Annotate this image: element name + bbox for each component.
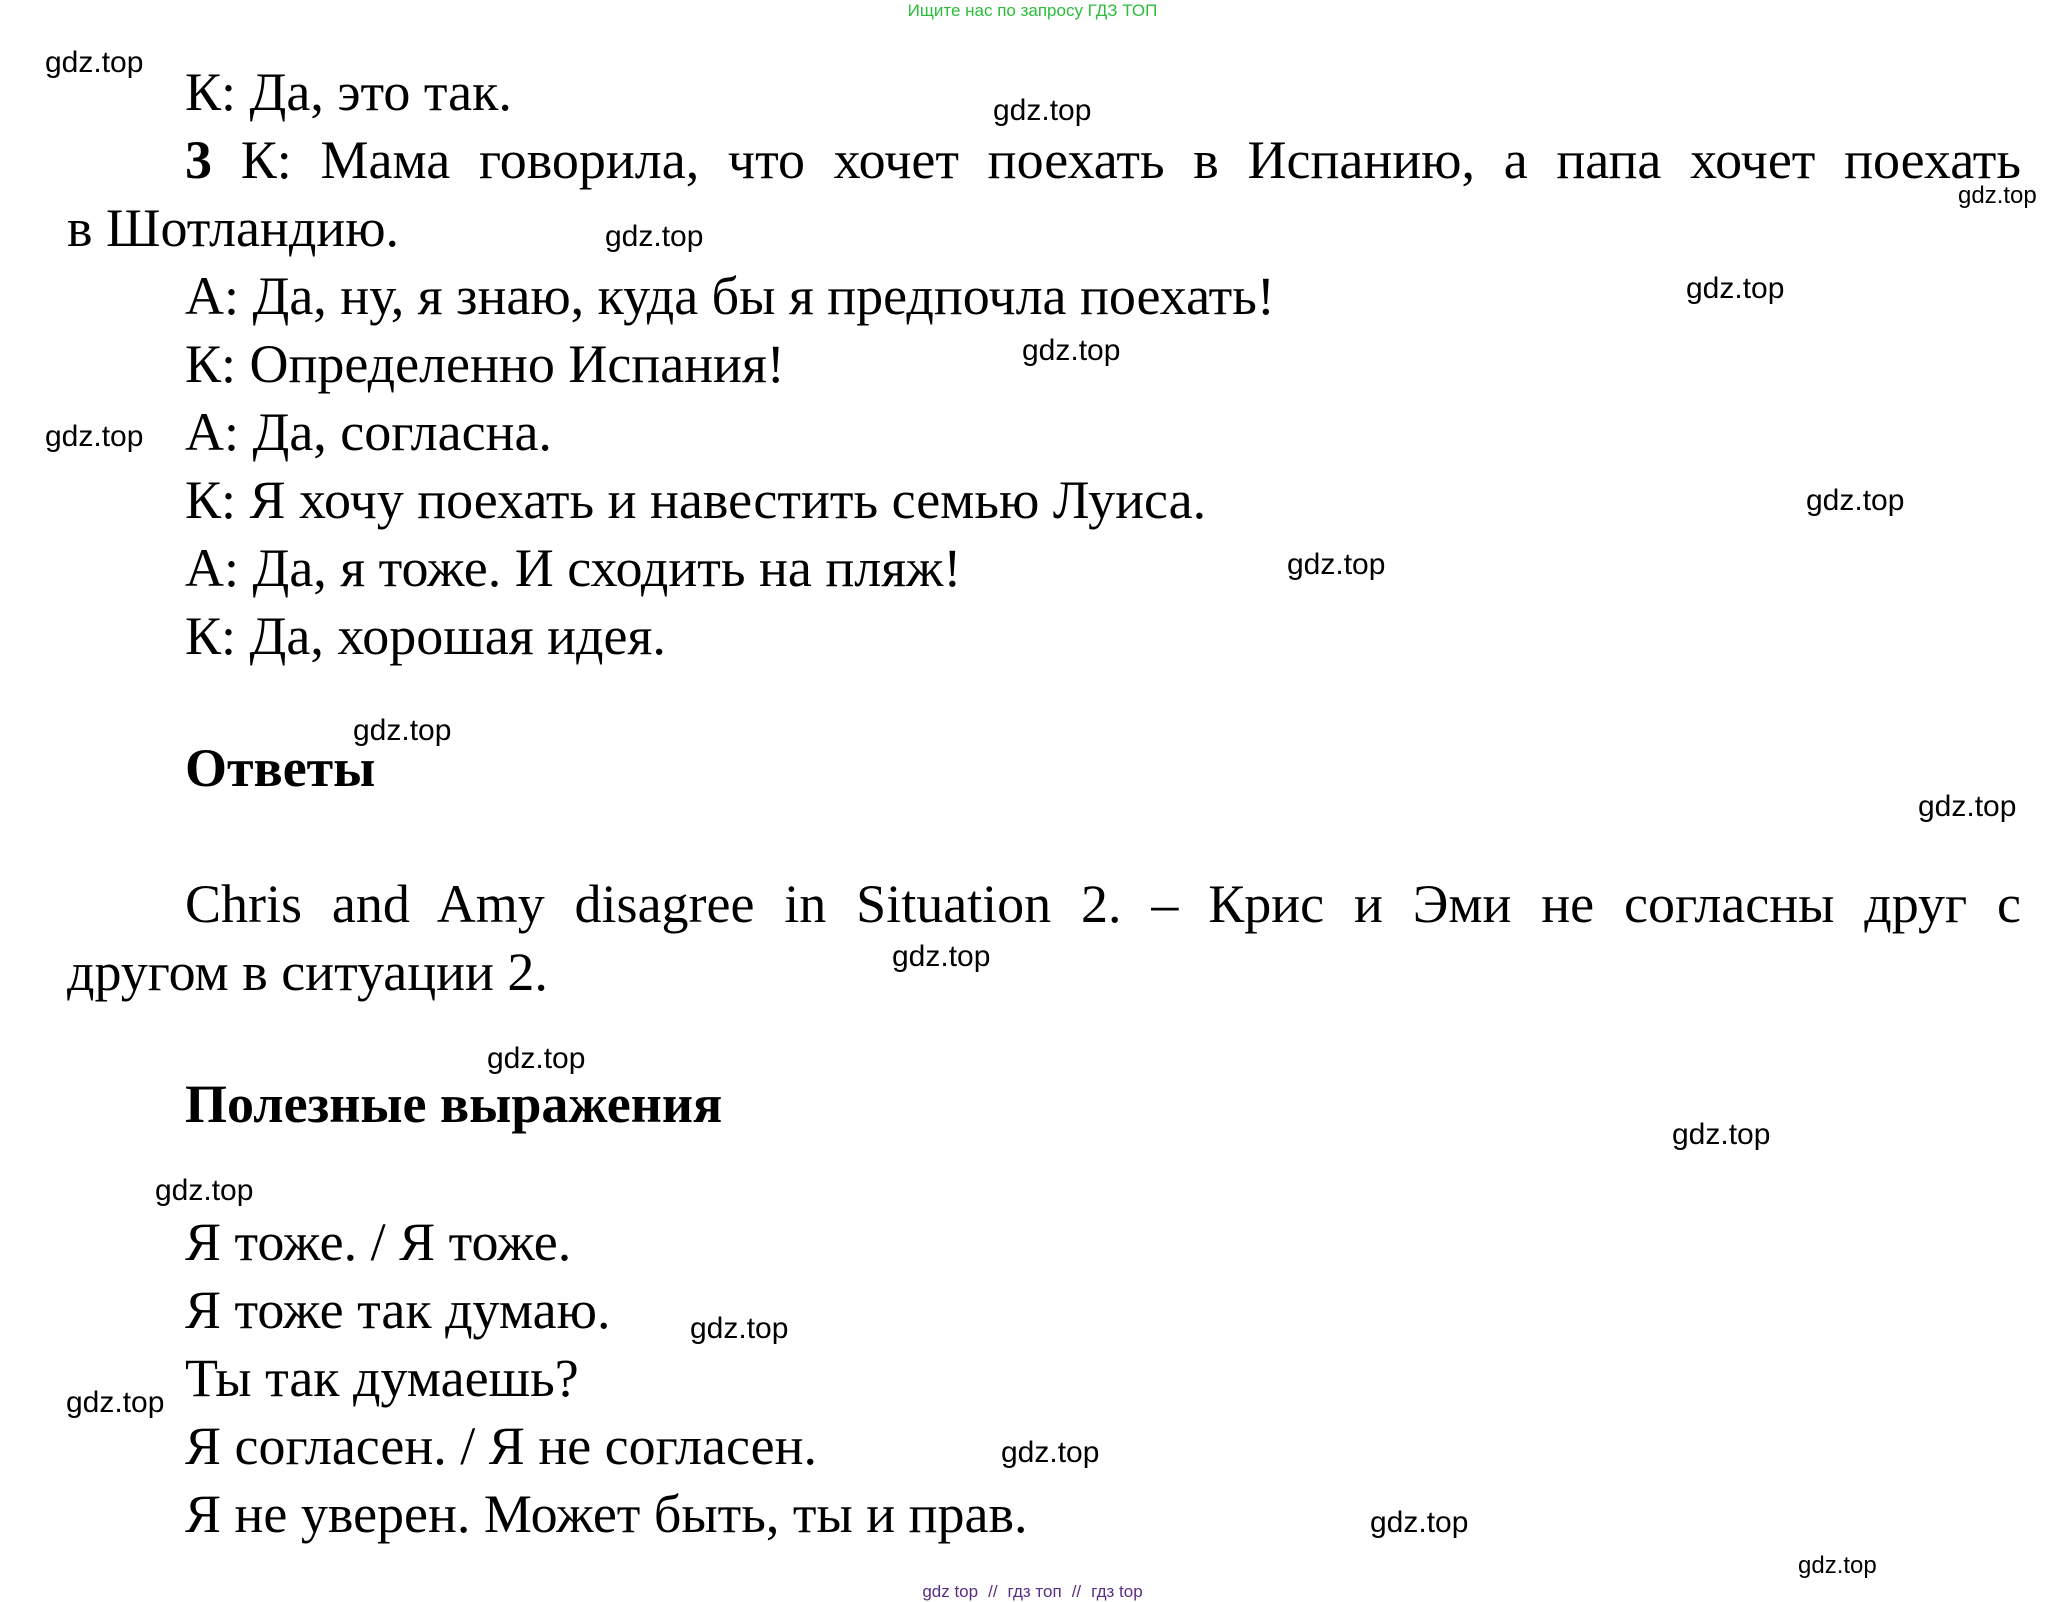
- phrase-item: Я тоже так думаю.: [185, 1280, 611, 1340]
- dialogue-line: К: Я хочу поехать и навестить семью Луиса.: [185, 470, 1207, 530]
- top-banner[interactable]: Ищите нас по запросу ГДЗ ТОП: [907, 1, 1158, 20]
- dialogue-line-situation-3: [185, 130, 2021, 190]
- dialogue-line: А: Да, я тоже. И сходить на пляж!: [185, 538, 962, 598]
- watermark: gdz.top: [45, 46, 144, 79]
- dialogue-line-text: К: Мама говорила, что хочет поехать в Испанию, а папа хочет поехать: [240, 130, 2022, 190]
- watermark: gdz.top: [605, 220, 704, 253]
- answers-text-line: Chris and Amy disagree in Situation 2. – Крис и Эми не согласны друг с: [185, 874, 2021, 934]
- phrase-item: Я не уверен. Может быть, ты и прав.: [185, 1484, 1028, 1544]
- footer-link[interactable]: гдз топ: [1007, 1582, 1062, 1601]
- watermark: gdz.top: [1287, 548, 1386, 581]
- situation-number: 3: [185, 130, 212, 190]
- watermark: gdz.top: [1022, 334, 1121, 367]
- phrase-item: Я согласен. / Я не согласен.: [185, 1416, 817, 1476]
- watermark: gdz.top: [66, 1386, 165, 1419]
- watermark: gdz.top: [1958, 182, 2037, 209]
- dialogue-line: К: Определенно Испания!: [185, 334, 785, 394]
- dialogue-line: А: Да, ну, я знаю, куда бы я предпочла поехать!: [185, 266, 1275, 326]
- watermark: gdz.top: [45, 420, 144, 453]
- watermark: gdz.top: [1686, 272, 1785, 305]
- footer-link[interactable]: gdz top: [922, 1582, 979, 1601]
- watermark: gdz.top: [1001, 1436, 1100, 1469]
- watermark: gdz.top: [1798, 1552, 1877, 1579]
- dialogue-line-continuation: в Шотландию.: [67, 198, 400, 258]
- phrase-item: Ты так думаешь?: [185, 1348, 579, 1408]
- watermark: gdz.top: [1806, 484, 1905, 517]
- footer-link[interactable]: гдз top: [1091, 1582, 1143, 1601]
- watermark: gdz.top: [892, 940, 991, 973]
- answers-text: [185, 874, 2021, 934]
- phrase-item: Я тоже. / Я тоже.: [185, 1212, 572, 1272]
- dialogue-line: К: Да, это так.: [185, 62, 512, 122]
- dialogue-line: К: Да, хорошая идея.: [185, 606, 666, 666]
- footer-separator: //: [988, 1582, 998, 1601]
- watermark: gdz.top: [993, 94, 1092, 127]
- watermark: gdz.top: [1672, 1118, 1771, 1151]
- watermark: gdz.top: [1918, 790, 2017, 823]
- answers-text-continuation: другом в ситуации 2.: [67, 942, 548, 1002]
- watermark: gdz.top: [487, 1042, 586, 1075]
- footer-separator: //: [1071, 1582, 1082, 1601]
- watermark: gdz.top: [155, 1174, 254, 1207]
- watermark: gdz.top: [1370, 1506, 1469, 1539]
- dialogue-line: А: Да, согласна.: [185, 402, 552, 462]
- footer-links: [0, 1582, 2065, 1602]
- watermark: gdz.top: [353, 714, 452, 747]
- answers-heading: Ответы: [185, 738, 376, 798]
- phrases-heading: Полезные выражения: [185, 1074, 723, 1134]
- watermark: gdz.top: [690, 1312, 789, 1345]
